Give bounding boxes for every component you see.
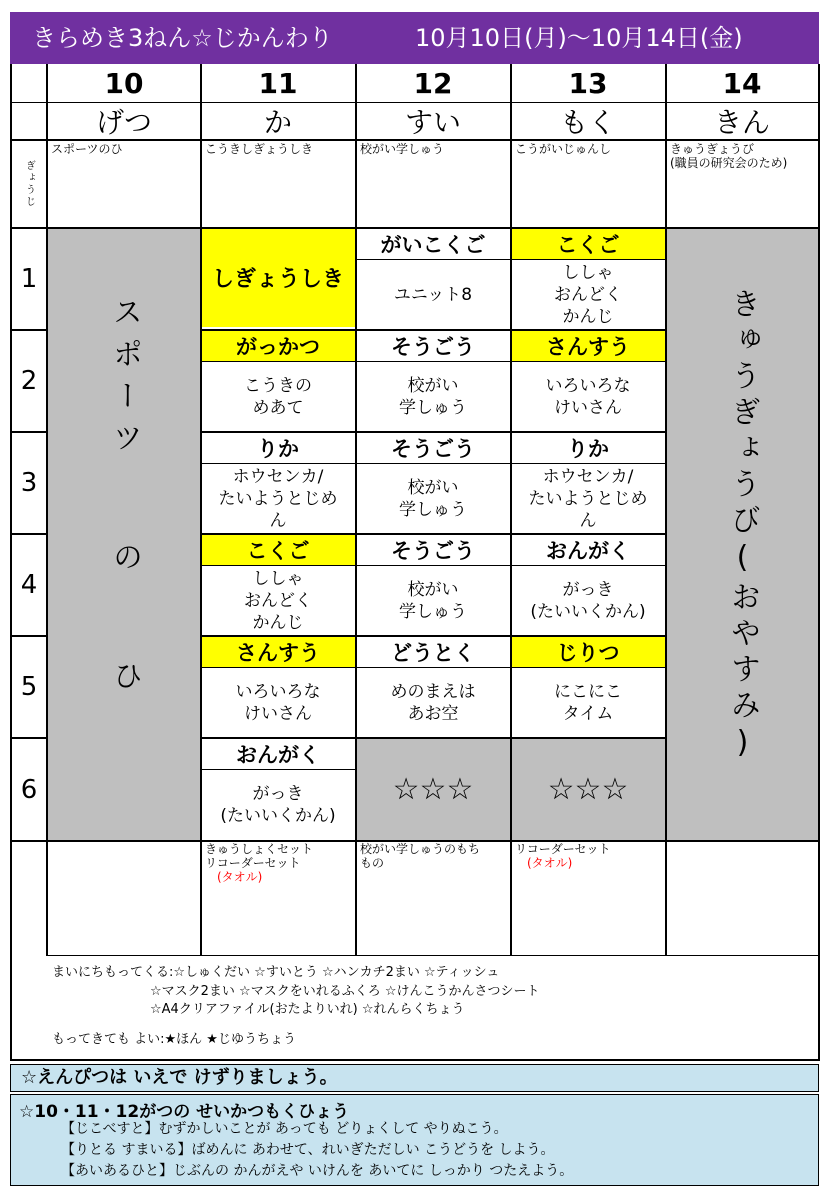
thu-p1-content: ししゃ おんどく かんじ	[554, 262, 622, 327]
bring-thu-towel: (タオル)	[527, 856, 573, 870]
thu-p6-stars: ☆☆☆	[547, 771, 629, 807]
thu-p2-content: いろいろな けいさん	[545, 375, 631, 418]
event-wed: 校がい学しゅう	[360, 142, 445, 156]
tue-p3-content: ホウセンカ/ たいようとじめ ん	[218, 466, 338, 531]
daily-items-line2: ☆マスク2まい ☆マスクをいれるふくろ ☆けんこうかんさつシート	[150, 984, 540, 999]
wed-p3-subject: そうごう	[391, 436, 475, 461]
tue-p3-subject: りか	[257, 436, 299, 461]
tue-p5-subject: さんすう	[236, 640, 320, 665]
daily-items-line1: まいにちもってくる:☆しゅくだい ☆すいとう ☆ハンカチ2まい ☆ティッシュ	[52, 965, 500, 980]
thu-p5-subject: じりつ	[556, 640, 620, 665]
pencil-note: ☆えんぴつは いえで けずりましょう。	[10, 1064, 819, 1092]
day-name-thu: もく	[559, 105, 616, 139]
tue-p2-subject: がっかつ	[236, 334, 320, 359]
event-fri: きゅうぎょうび (職員の研究会のため)	[670, 142, 788, 170]
day-number-tue: 11	[258, 66, 298, 100]
day-number-thu: 13	[568, 66, 608, 100]
tue-p6-subject: おんがく	[236, 742, 320, 767]
page-title: きらめき3ねん☆じかんわり	[32, 24, 333, 52]
period-4: 4	[20, 570, 38, 600]
date-range: 10月10日(月)〜10月14日(金)	[415, 24, 743, 52]
goal-1: 【じこべすと】むずかしいことが あっても どりょくして やりぬこう。	[61, 1121, 508, 1137]
bring-tue-text: きゅうしょくセット リコーダーセット	[205, 842, 314, 870]
wed-p3-content: 校がい 学しゅう	[399, 477, 467, 520]
wed-p5-content: めのまえは あお空	[390, 681, 476, 724]
wed-p2-content: 校がい 学しゅう	[399, 375, 467, 418]
period-5: 5	[20, 672, 38, 702]
wed-p4-subject: そうごう	[391, 538, 475, 563]
period-3: 3	[20, 468, 38, 498]
wed-p1-subject: がいこくご	[380, 232, 486, 257]
goal-3: 【あいあるひと】じぶんの かんがえや いけんを あいてに しっかり つたえよう。	[61, 1163, 574, 1179]
tue-p4-subject: こくご	[246, 538, 310, 563]
bring-thu	[515, 842, 663, 870]
bring-tue	[205, 842, 353, 884]
bring-wed: 校がい学しゅうのもち もの	[360, 842, 481, 870]
period-1: 1	[20, 264, 38, 294]
tue-p2-content: こうきの めあて	[244, 375, 312, 418]
day-name-tue: か	[263, 105, 292, 139]
optional-items: もってきても よい:★ほん ★じゆうちょう	[52, 1032, 296, 1047]
life-goals-box	[10, 1094, 819, 1186]
tue-p6-content: がっき (たいいくかん)	[220, 784, 336, 826]
tue-p4-content: ししゃ おんどく かんじ	[244, 568, 312, 633]
event-tue: こうきしぎょうしき	[205, 142, 314, 156]
life-goals-title: ☆10・11・12がつの せいかつもくひょう	[19, 1102, 350, 1122]
thu-p4-content: がっき (たいいくかん)	[530, 579, 646, 622]
event-thu: こうがいじゅんし	[515, 142, 612, 156]
period-6: 6	[20, 774, 38, 805]
wed-p4-content: 校がい 学しゅう	[399, 579, 467, 622]
day-name-fri: きん	[713, 105, 770, 139]
thu-p4-subject: おんがく	[546, 538, 630, 563]
life-goals-list	[61, 1119, 573, 1182]
thu-p3-subject: りか	[567, 436, 609, 461]
tue-p1-subject: しぎょうしき	[211, 267, 344, 292]
day-number-mon: 10	[104, 66, 144, 100]
day-name-mon: げつ	[95, 105, 152, 139]
event-mon: スポーツのひ	[51, 142, 123, 156]
thu-p5-content: にこにこ タイム	[554, 681, 622, 724]
daily-items-line3: ☆A4クリアファイル(おたよりいれ) ☆れんらくちょう	[150, 1002, 465, 1017]
bring-tue-towel: (タオル)	[217, 870, 263, 884]
day-number-fri: 14	[722, 66, 762, 100]
wed-p1-content: ユニット8	[393, 284, 473, 305]
page-header	[10, 12, 819, 64]
wed-p6-stars: ☆☆☆	[392, 771, 474, 807]
wed-p2-subject: そうごう	[391, 334, 475, 359]
bring-thu-text: リコーダーセット	[515, 842, 611, 856]
period-2: 2	[20, 366, 38, 396]
wed-p5-subject: どうとく	[391, 640, 475, 665]
tue-p5-content: いろいろな けいさん	[235, 681, 321, 724]
thu-p1-subject: こくご	[556, 232, 620, 257]
monday-sports-day-text: スポーツ の ひ	[107, 296, 142, 702]
thu-p3-content: ホウセンカ/ たいようとじめ ん	[528, 466, 648, 531]
day-name-wed: すい	[404, 105, 461, 139]
event-row-label: ぎょうじ	[23, 160, 35, 208]
thu-p2-subject: さんすう	[546, 334, 630, 359]
friday-holiday-text: きゅうぎょうび(おやすみ)	[725, 288, 760, 766]
day-number-wed: 12	[413, 66, 453, 100]
goal-2: 【りとる すまいる】ばめんに あわせて、れいぎただしい こうどうを しよう。	[61, 1142, 555, 1158]
